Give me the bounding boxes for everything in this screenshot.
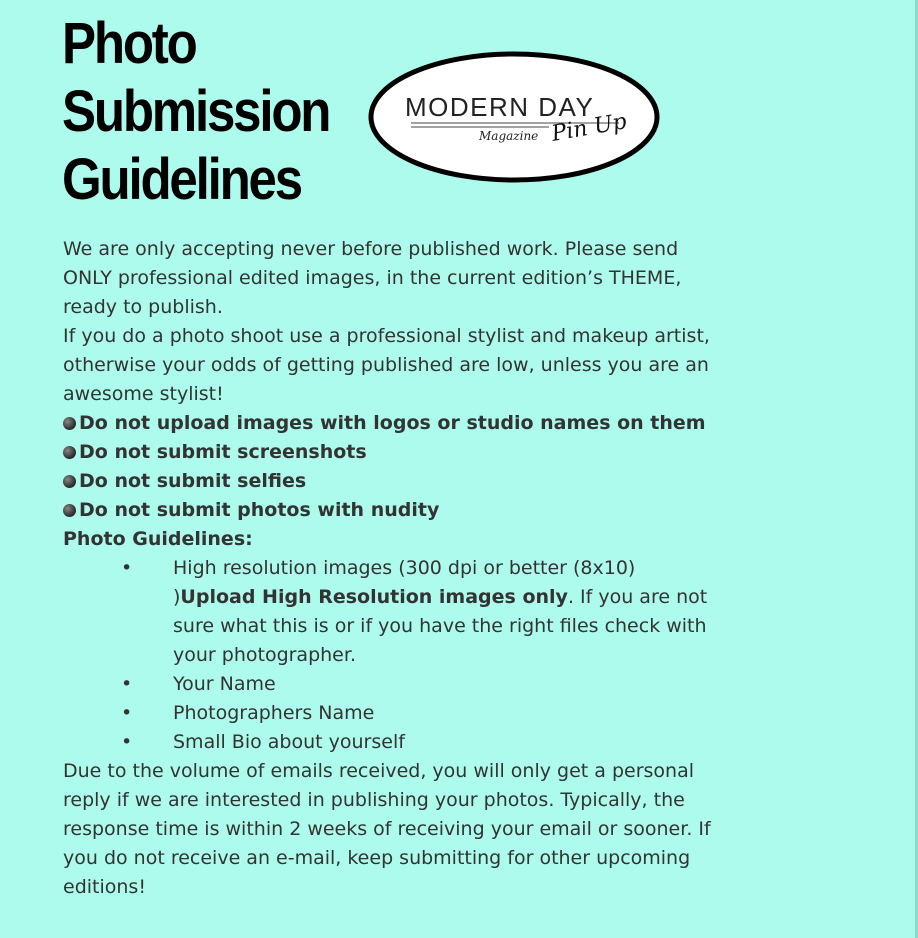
rule-item (63, 409, 733, 438)
list-item (63, 554, 733, 670)
photo-guidelines-list (63, 554, 733, 757)
guideline-text: Small Bio about yourself (173, 731, 405, 753)
bullet-dot-icon (63, 417, 76, 430)
logo-pinup-text: Pin Up (549, 109, 629, 147)
bullet-dot-icon (63, 475, 76, 488)
magazine-logo (367, 49, 661, 185)
bullet-dot-icon (63, 446, 76, 459)
list-item (63, 699, 733, 728)
bullet-icon: • (121, 673, 133, 695)
guideline-text: High resolution images (300 dpi or better (8x10) ) (173, 557, 636, 608)
guidelines-content (63, 235, 733, 902)
bullet-icon: • (121, 731, 133, 753)
bullet-icon: • (121, 557, 133, 579)
intro-paragraph-2: If you do a photo shoot use a professional stylist and makeup artist, otherwise your odds of getting published are low, unless you are an awesome stylist! (63, 325, 710, 405)
closing-paragraph: Due to the volume of emails received, you will only get a personal reply if we are interested in publishing your photos. Typically, the response time is within 2 weeks of receiving your email or sooner. If you do not receive an e-mail, keep submitting for other upcoming editions! (63, 760, 711, 898)
logo-magazine-text: Magazine (479, 129, 539, 143)
photo-guidelines-heading: Photo Guidelines: (63, 528, 253, 550)
logo-brand-text: MODERN DAY (405, 92, 595, 122)
guideline-text: Photographers Name (173, 702, 375, 724)
rule-item (63, 467, 733, 496)
guideline-text: Your Name (173, 673, 276, 695)
rule-item (63, 438, 733, 467)
rule-text: Do not submit selfies (79, 470, 307, 492)
bullet-icon: • (121, 702, 133, 724)
intro-paragraph-1: We are only accepting never before published work. Please send ONLY professional edited images, in the current edition’s THEME, ready to publish. (63, 238, 682, 318)
guideline-text: . If you are not sure what this is or if you have the right files check with your photographer. (173, 586, 708, 666)
title-line-2: Submission (62, 79, 330, 144)
list-item (63, 728, 733, 757)
page-title (62, 10, 329, 214)
rule-text: Do not upload images with logos or studio names on them (79, 412, 706, 434)
rule-text: Do not submit photos with nudity (79, 499, 440, 521)
guideline-emphasis: Upload High Resolution images only (180, 586, 568, 608)
title-line-3: Guidelines (62, 147, 301, 212)
list-item (63, 670, 733, 699)
title-line-1: Photo (62, 11, 196, 76)
bullet-dot-icon (63, 504, 76, 517)
rule-item (63, 496, 733, 525)
rule-text: Do not submit screenshots (79, 441, 367, 463)
